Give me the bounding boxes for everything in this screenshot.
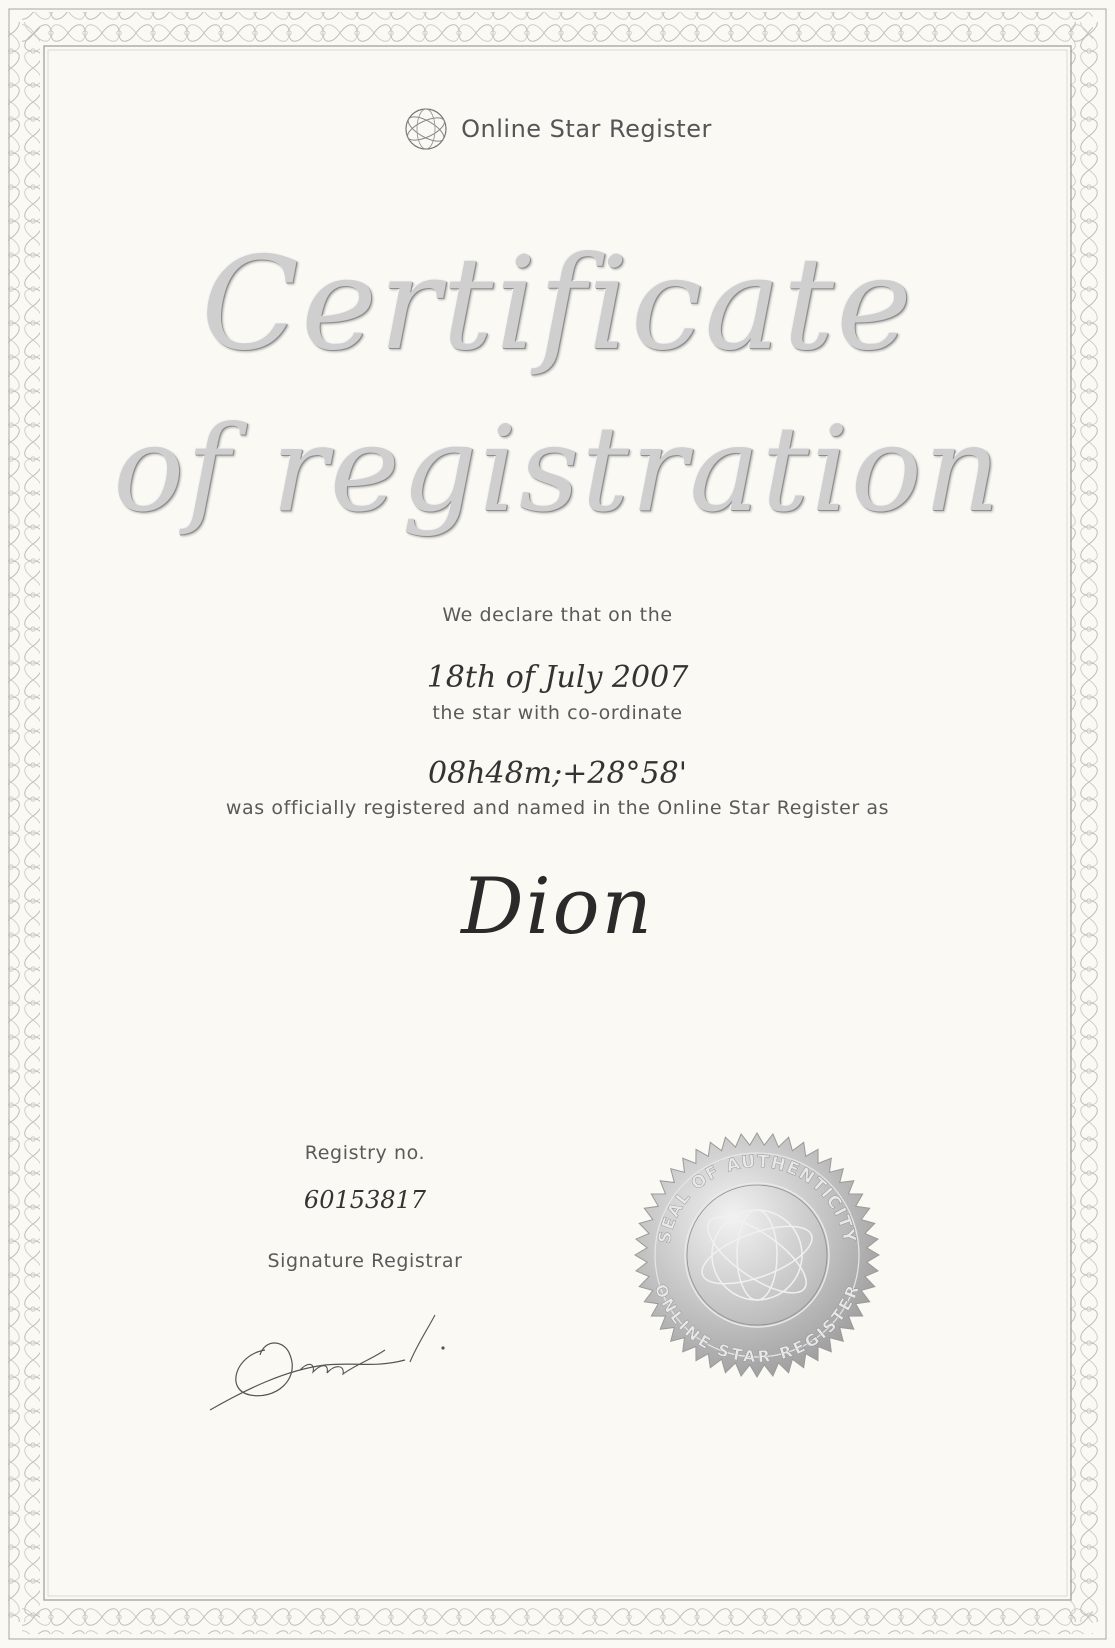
registration-date: 18th of July 2007 [426,660,689,695]
seal-top-text: SEAL OF AUTHENTICITY [654,1151,860,1246]
star-name: Dion [461,862,654,952]
signature-label: Signature Registrar [267,1250,463,1272]
certificate-title-line1: Certificate [201,230,914,379]
globe-orbit-icon [403,106,449,152]
seal-bottom-text: ONLINE STAR REGISTER [650,1281,864,1367]
certificate-title-line2: of registration [113,400,1002,538]
brand-name: Online Star Register [461,115,712,143]
declaration-intro: We declare that on the [442,604,673,626]
brand-header [0,106,1115,156]
coordinate-label: the star with co-ordinate [432,702,683,724]
registered-text: was officially registered and named in the Online Star Register as [225,797,890,819]
star-coordinate: 08h48m;+28°58' [428,756,687,791]
registry-number: 60153817 [303,1186,427,1214]
seal-of-authenticity [632,1130,882,1380]
registry-label: Registry no. [304,1142,426,1164]
signature-graphic [205,1310,465,1420]
